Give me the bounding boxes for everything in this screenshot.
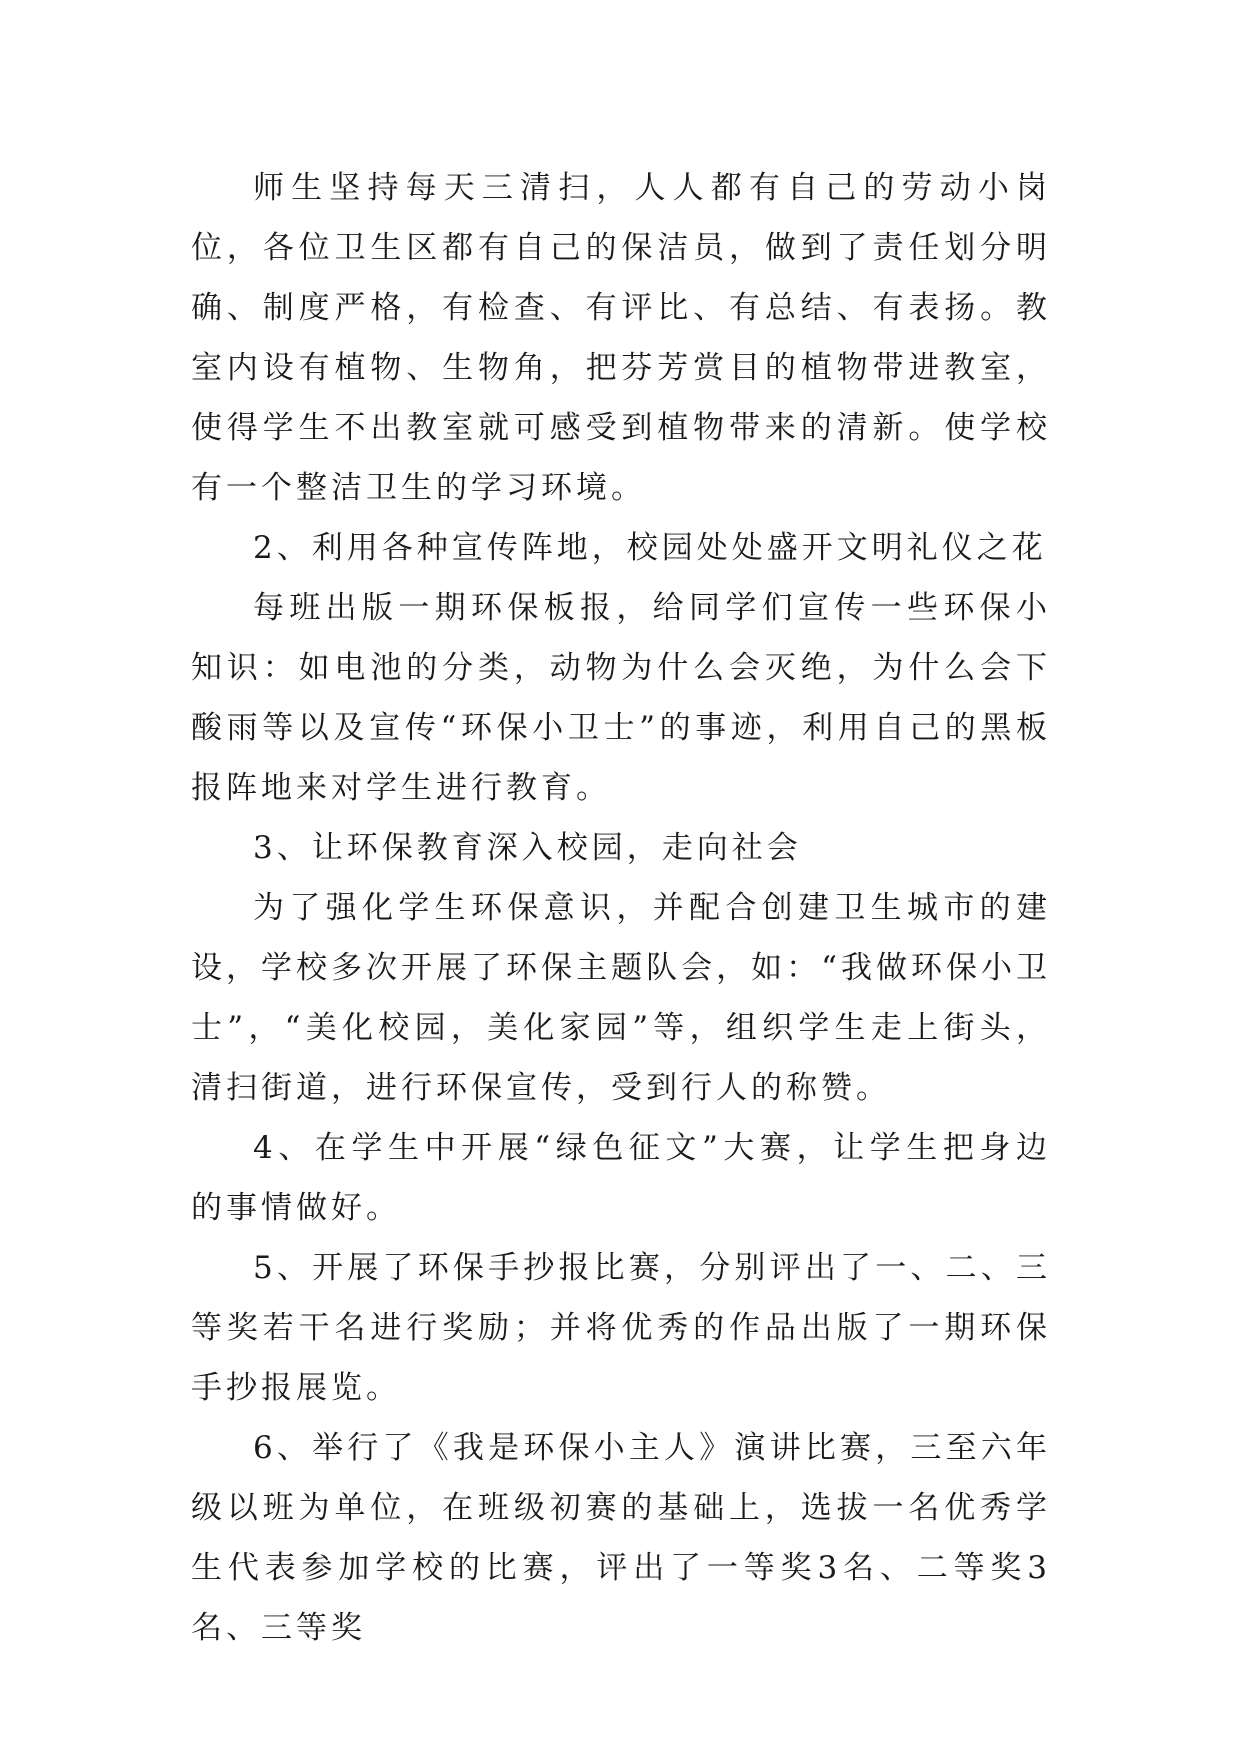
section-heading-3: 3、让环保教育深入校园，走向社会 (253, 830, 802, 866)
paragraph-blackboard: 每班出版一期环保板报，给同学们宣传一些环保小知识：如电池的分类，动物为什么会灭绝，为什么会下酸雨等以及宣传“环保小卫士”的事迹，利用自己的黑板报阵地来对学生进行教育。 (191, 590, 1051, 806)
paragraph-theme-meeting: 为了强化学生环保意识，并配合创建卫生城市的建设，学校多次开展了环保主题队会，如：“我做环保小卫士”，“美化校园，美化家园”等，组织学生走上街头，清扫街道，进行环保宣传，受到行人的称赞。 (191, 890, 1051, 1106)
section-heading-2: 2、利用各种宣传阵地，校园处处盛开文明礼仪之花 (253, 530, 1047, 566)
paragraph-essay-contest: 4、在学生中开展“绿色征文”大赛，让学生把身边的事情做好。 (191, 1130, 1051, 1226)
paragraph-handwritten-newspaper: 5、开展了环保手抄报比赛，分别评出了一、二、三等奖若干名进行奖励；并将优秀的作品出版了一期环保手抄报展览。 (191, 1250, 1051, 1406)
paragraph-cleaning: 师生坚持每天三清扫，人人都有自己的劳动小岗位，各位卫生区都有自己的保洁员，做到了责任划分明确、制度严格，有检查、有评比、有总结、有表扬。教室内设有植物、生物角，把芬芳赏目的植物带进教室，使得学生不出教室就可感受到植物带来的清新。使学校有一个整洁卫生的学习环境。 (191, 170, 1051, 506)
document-body (191, 158, 1051, 1658)
paragraph-speech-contest: 6、举行了《我是环保小主人》演讲比赛，三至六年级以班为单位，在班级初赛的基础上，选拔一名优秀学生代表参加学校的比赛，评出了一等奖3名、二等奖3名、三等奖 (191, 1430, 1051, 1646)
